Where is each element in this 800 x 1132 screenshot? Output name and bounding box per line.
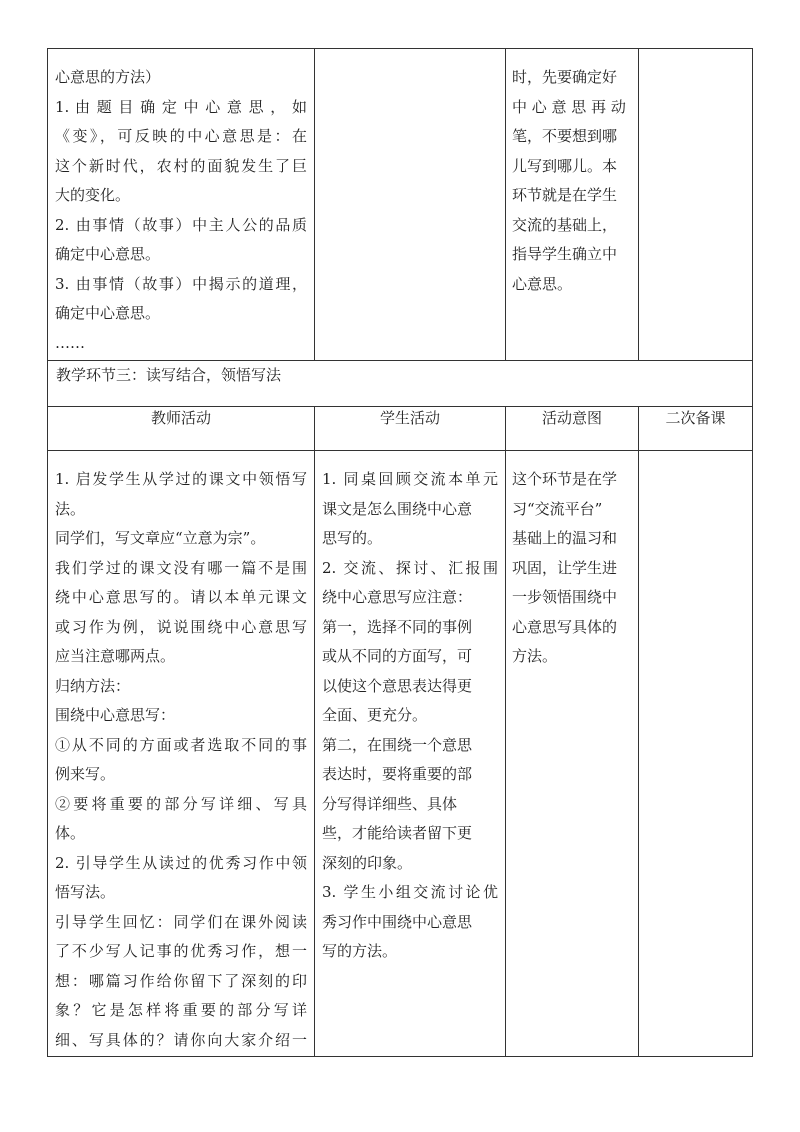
text-line: 围绕中心意思写： xyxy=(55,706,176,724)
text-line: 第二，在围绕一个意思 xyxy=(322,735,473,754)
text-line: 这个环节是在学 xyxy=(512,470,618,488)
text-line: 细、写具体的？请你向大家介绍一 xyxy=(55,1030,307,1049)
text-line: 悟写法。 xyxy=(55,883,116,901)
text-line: 归纳方法： xyxy=(55,676,131,695)
body-student-text xyxy=(315,451,505,967)
top-content-row xyxy=(48,49,753,361)
text-line: 儿写到哪儿。本 xyxy=(512,156,618,175)
text-line: 大的变化。 xyxy=(55,186,131,204)
top-student-cell xyxy=(315,49,506,361)
text-line: 第一，选择不同的事例 xyxy=(322,617,473,636)
body-student-cell xyxy=(315,451,506,1057)
text-line: 习“交流平台” xyxy=(512,499,603,518)
text-line: ①从不同的方面或者选取不同的事 xyxy=(55,735,307,754)
text-line: 秀习作中围绕中心意思 xyxy=(322,912,473,931)
text-line: 3. 学生小组交流讨论优 xyxy=(322,883,498,901)
text-line: 巩固，让学生进 xyxy=(512,558,618,577)
text-line: 基础上的温习和 xyxy=(512,529,618,547)
top-teacher-cell xyxy=(48,49,315,361)
text-line: 3. 由事情（故事）中揭示的道理， xyxy=(55,274,307,293)
text-line: 指导学生确立中 xyxy=(512,245,618,263)
text-line: 心意思写具体的 xyxy=(512,617,618,636)
text-line: 以使这个意思表达得更 xyxy=(322,676,473,695)
text-line: 全面、更充分。 xyxy=(322,706,428,724)
text-line: 写的方法。 xyxy=(322,942,398,960)
text-line: 绕中心意思写应注意： xyxy=(322,588,473,606)
text-line: 法。 xyxy=(55,499,86,518)
text-line: 绕中心意思写的。请以本单元课文 xyxy=(55,588,307,606)
lesson-plan-table xyxy=(47,48,753,1057)
body-intent-cell xyxy=(506,451,639,1057)
text-line: 确定中心意思。 xyxy=(55,304,161,322)
body-teacher-cell xyxy=(48,451,315,1057)
text-line: 象？它是怎样将重要的部分写详 xyxy=(55,1001,307,1019)
text-line: 确定中心意思。 xyxy=(55,245,161,263)
text-line: …… xyxy=(55,333,85,352)
header-second-prep: 二次备课 xyxy=(639,407,753,451)
header-teacher-activity: 教师活动 xyxy=(48,407,315,451)
body-content-row xyxy=(48,451,753,1057)
top-intent-cell xyxy=(506,49,639,361)
text-line: 时，先要确定好 xyxy=(512,68,618,86)
text-line: 想：哪篇习作给你留下了深刻的印 xyxy=(55,971,307,990)
text-line: 些，才能给读者留下更 xyxy=(322,824,473,842)
text-line: 2. 引导学生从读过的优秀习作中领 xyxy=(55,853,307,872)
text-line: 2. 交流、探讨、汇报围 xyxy=(322,558,498,577)
text-line: 1. 同桌回顾交流本单元 xyxy=(322,470,498,488)
text-line: 应当注意哪两点。 xyxy=(55,647,176,665)
text-line: 交流的基础上， xyxy=(512,215,618,234)
header-row xyxy=(48,407,753,451)
text-line: 1. 由 题 目 确 定 中 心 意 思 ， 如 xyxy=(55,97,307,116)
section-row xyxy=(48,361,753,407)
text-line: 中 心 意 思 再 动 xyxy=(512,97,626,116)
text-line: 分写得详细些、具体 xyxy=(322,794,458,813)
text-line: 深刻的印象。 xyxy=(322,853,413,872)
section-title: 教学环节三：读写结合，领悟写法 xyxy=(56,366,282,384)
header-student-activity: 学生活动 xyxy=(315,407,506,451)
text-line: 我们学过的课文没有哪一篇不是围 xyxy=(55,558,307,577)
text-line: 《变》，可反映的中心意思是：在 xyxy=(55,127,307,145)
text-line: 一步领悟围绕中 xyxy=(512,588,618,606)
text-line: 例来写。 xyxy=(55,765,116,783)
text-line: 了不少写人记事的优秀习作，想一 xyxy=(55,942,307,960)
text-line: 这个新时代，农村的面貌发生了巨 xyxy=(55,156,307,175)
text-line: ②要将重要的部分写详细、写具 xyxy=(55,794,307,813)
text-line: 心意思的方法） xyxy=(55,68,161,86)
text-line: 笔，不要想到哪 xyxy=(512,127,618,145)
body-second-cell xyxy=(639,451,753,1057)
text-line: 环节就是在学生 xyxy=(512,186,618,204)
text-line: 课文是怎么围绕中心意 xyxy=(322,499,473,518)
body-teacher-text xyxy=(48,451,314,1055)
text-line: 或习作为例，说说围绕中心意思写 xyxy=(55,617,307,636)
text-line: 2. 由事情（故事）中主人公的品质 xyxy=(55,215,307,234)
text-line: 引导学生回忆：同学们在课外阅读 xyxy=(55,912,307,931)
text-line: 体。 xyxy=(55,824,86,842)
top-second-cell xyxy=(639,49,753,361)
header-activity-intent: 活动意图 xyxy=(506,407,639,451)
body-intent-text xyxy=(506,451,638,672)
text-line: 或从不同的方面写，可 xyxy=(322,647,473,665)
top-intent-text xyxy=(506,49,638,299)
text-line: 表达时，要将重要的部 xyxy=(322,765,473,783)
text-line: 1. 启发学生从学过的课文中领悟写 xyxy=(55,470,307,488)
top-teacher-text xyxy=(48,49,314,358)
text-line: 心意思。 xyxy=(512,274,573,293)
text-line: 同学们，写文章应“立意为宗”。 xyxy=(55,529,266,547)
text-line: 方法。 xyxy=(512,647,558,665)
text-line: 思写的。 xyxy=(322,529,383,547)
